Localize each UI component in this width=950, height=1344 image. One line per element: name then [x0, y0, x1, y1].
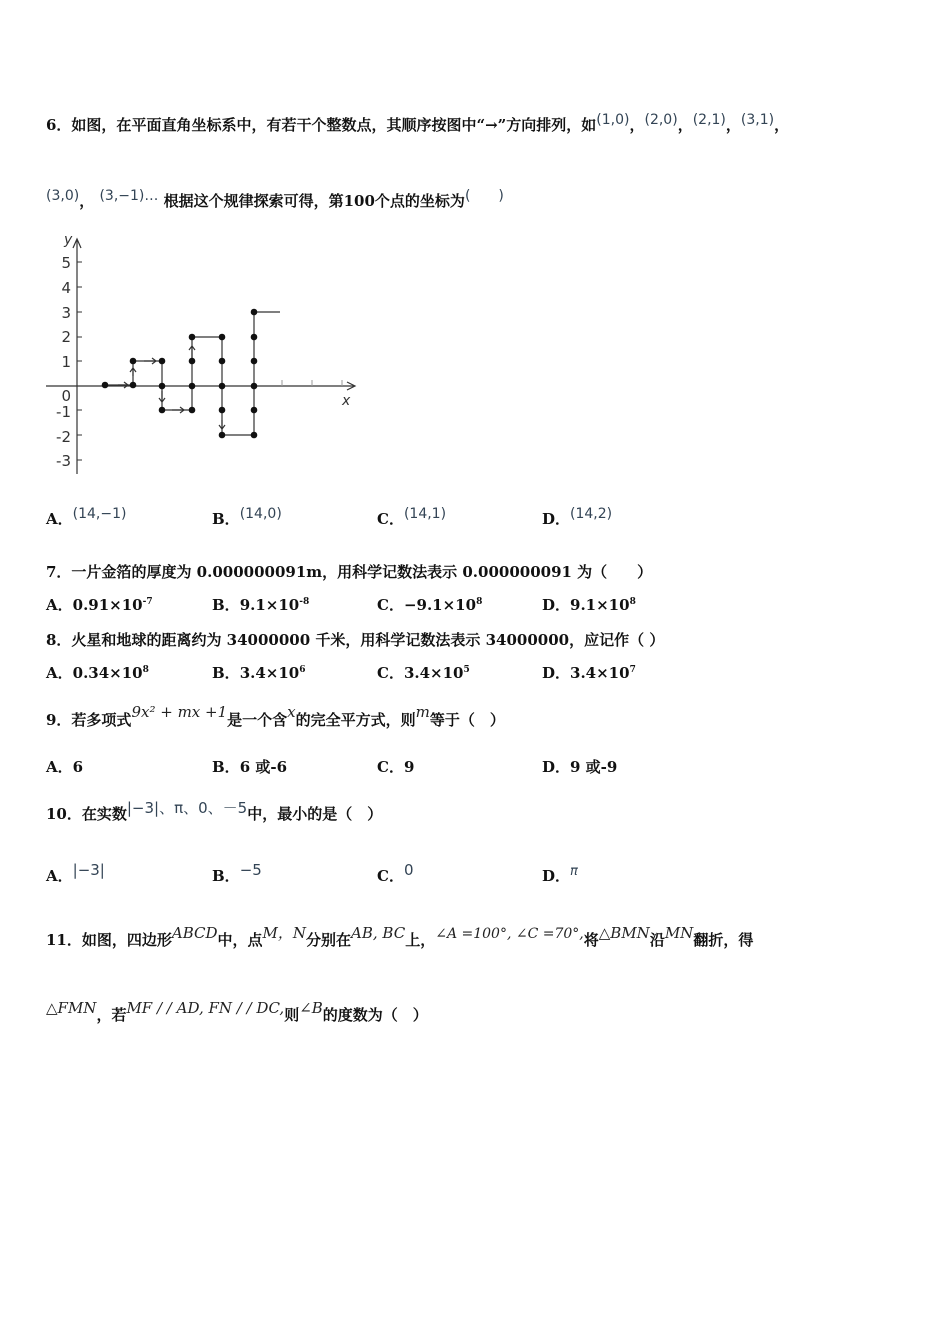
q6-stem-line2: (3,0)， (3,−1)… 根据这个规律探索可得，第100个点的坐标为( ) — [46, 188, 504, 210]
q7-option-a[interactable]: A．$0.91\times 10^{-7}$ — [46, 596, 153, 614]
real-numbers-list: |−3|、π、0、－5 — [126, 799, 248, 817]
coordinate-figure — [44, 228, 364, 478]
q8-option-a[interactable]: A．$0.34\times 10^8$ — [46, 664, 149, 682]
q9-stem: 9．若多项式9x² + mx +1是一个含x的完全平方式，则m等于（ ） — [46, 703, 505, 729]
y-ticks — [77, 262, 82, 460]
point-3-1: (3,1) — [740, 112, 775, 128]
svg-text:5: 5 — [61, 254, 71, 272]
svg-text:-2: -2 — [56, 428, 71, 446]
q8-option-d[interactable]: D．$3.4\times 10^7$ — [542, 664, 636, 682]
svg-text:3: 3 — [61, 304, 71, 322]
point-3-neg1: (3,−1)… — [99, 188, 159, 204]
svg-text:2: 2 — [61, 328, 71, 346]
q7-stem: 7．一片金箔的厚度为 0.000000091m，用科学记数法表示 0.000000091 为（ ） — [46, 563, 653, 581]
q10-option-a[interactable]: A．|−3| — [46, 861, 105, 885]
q8-stem: 8．火星和地球的距离约为 34000000 千米，用科学记数法表示 34000000，应记作（ ） — [46, 631, 665, 649]
q9-option-d[interactable]: D．9 或-9 — [542, 758, 618, 776]
q6-option-b[interactable]: B．(14,0) — [212, 506, 282, 528]
y-axis-label: y — [64, 232, 73, 248]
q6-stem-line1: 6．如图，在平面直角坐标系中，有若干个整数点，其顺序按图中“→”方向排列，如(1,0)，(2,0)，(2,1)，(3,1)， — [46, 112, 790, 134]
q9-option-a[interactable]: A．6 — [46, 758, 84, 776]
q10-option-d[interactable]: D．π — [542, 864, 578, 885]
q7-option-c[interactable]: C．$-9.1\times 10^8$ — [377, 596, 483, 614]
svg-text:-3: -3 — [56, 452, 71, 470]
q10-option-c[interactable]: C．0 — [377, 861, 414, 885]
point-1-0: (1,0) — [596, 112, 630, 128]
q11-stem-line2: △FMN，若MF / / AD, FN / / DC,则∠B的度数为（ ） — [46, 999, 428, 1024]
q9-option-c[interactable]: C．9 — [377, 758, 415, 776]
svg-text:-1: -1 — [56, 403, 71, 421]
q7-option-d[interactable]: D．$9.1\times 10^8$ — [542, 596, 636, 614]
q10-option-b[interactable]: B．−5 — [212, 861, 262, 885]
svg-text:4: 4 — [61, 279, 71, 297]
q6-option-a[interactable]: A．(14,−1) — [46, 506, 127, 528]
point-path — [105, 312, 280, 435]
q11-stem-line1: 11．如图，四边形ABCD中，点M，N分别在AB, BC上，∠A =100°, ∠C =70°,将△BMN沿MN翻折，得 — [46, 924, 754, 949]
x-axis-label: x — [342, 393, 351, 409]
point-2-1: (2,1) — [692, 112, 726, 128]
q8-option-b[interactable]: B．$3.4\times 10^6$ — [212, 664, 306, 682]
x-ticks — [282, 380, 342, 386]
point-2-0: (2,0) — [644, 112, 678, 128]
point-3-0: (3,0) — [46, 188, 80, 204]
q6-option-d[interactable]: D．(14,2) — [542, 506, 613, 528]
q10-stem: 10．在实数|−3|、π、0、－5中，最小的是（ ） — [46, 799, 383, 823]
y-tick-labels — [56, 254, 71, 470]
lattice-points — [102, 309, 258, 439]
q7-option-b[interactable]: B．$9.1\times 10^{-8}$ — [212, 596, 310, 614]
svg-text:0: 0 — [61, 387, 71, 405]
answer-blank: ( ) — [464, 188, 504, 204]
q8-option-c[interactable]: C．$3.4\times 10^5$ — [377, 664, 470, 682]
q9-option-b[interactable]: B．6 或-6 — [212, 758, 288, 776]
polynomial-expr: 9x² + mx +1 — [131, 703, 228, 721]
svg-text:1: 1 — [61, 353, 71, 371]
q6-option-c[interactable]: C．(14,1) — [377, 506, 447, 528]
